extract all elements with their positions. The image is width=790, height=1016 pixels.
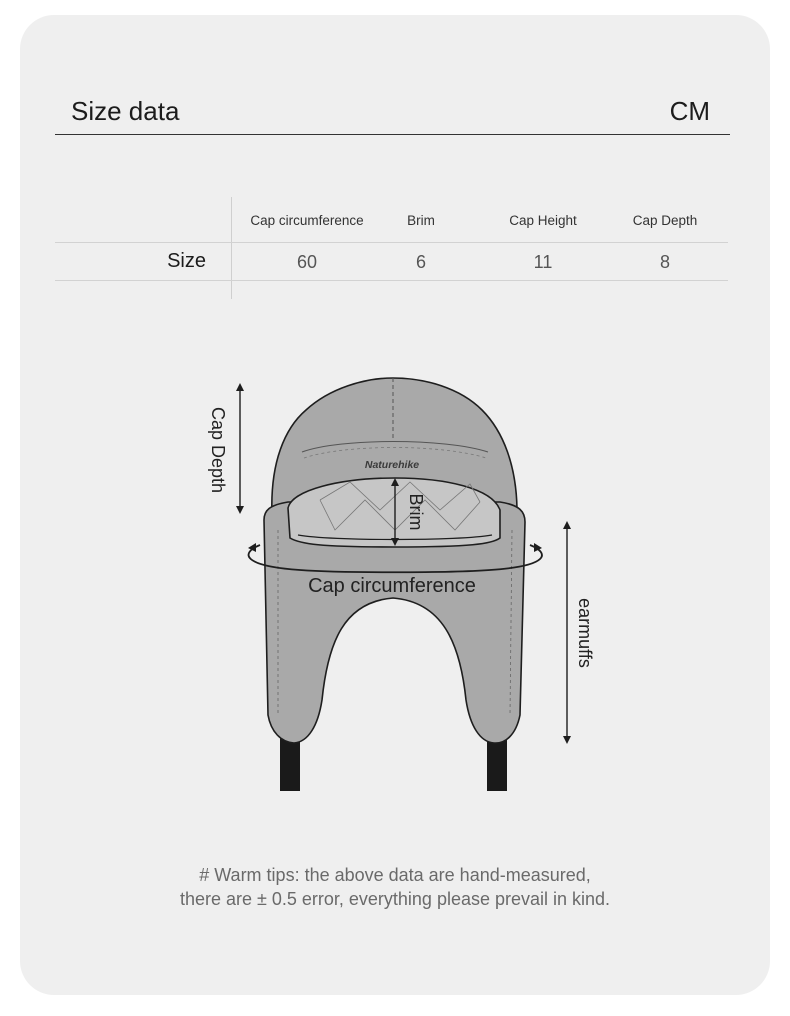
column-header-cap-circumference: Cap circumference: [250, 213, 364, 228]
section-title: Size data: [71, 96, 180, 126]
label-cap-circumference: Cap circumference: [308, 575, 476, 597]
brand-logo: Naturehike: [364, 459, 420, 471]
warm-tips-line-1: # Warm tips: the above data are hand-measured,: [199, 865, 591, 885]
label-earmuffs: earmuffs: [575, 598, 595, 668]
column-header-cap-height: Cap Height: [509, 213, 577, 228]
section-header: [55, 96, 730, 135]
hat-measurement-diagram: [180, 370, 620, 800]
unit-label: CM: [669, 96, 710, 126]
cell-brim: 6: [415, 252, 427, 272]
cell-cap-circumference: 60: [296, 252, 318, 272]
cell-cap-height: 11: [533, 252, 553, 272]
circumference-arrow-left: [248, 543, 256, 552]
size-table: [55, 197, 728, 299]
right-strap: [487, 738, 507, 791]
column-header-cap-depth: Cap Depth: [632, 213, 698, 228]
label-cap-depth: Cap Depth: [208, 406, 228, 494]
table-divider-vertical: [231, 197, 232, 299]
column-header-brim: Brim: [407, 213, 435, 228]
cell-cap-depth: 8: [659, 252, 671, 272]
left-strap: [280, 738, 300, 791]
warm-tips-line-2: there are ± 0.5 error, everything please prevail in kind.: [179, 889, 611, 909]
table-divider-top: [55, 242, 728, 243]
row-label-size: Size: [167, 250, 206, 272]
table-divider-bottom: [55, 280, 728, 281]
label-brim: Brim: [406, 493, 426, 531]
hat-brim: [288, 478, 500, 547]
